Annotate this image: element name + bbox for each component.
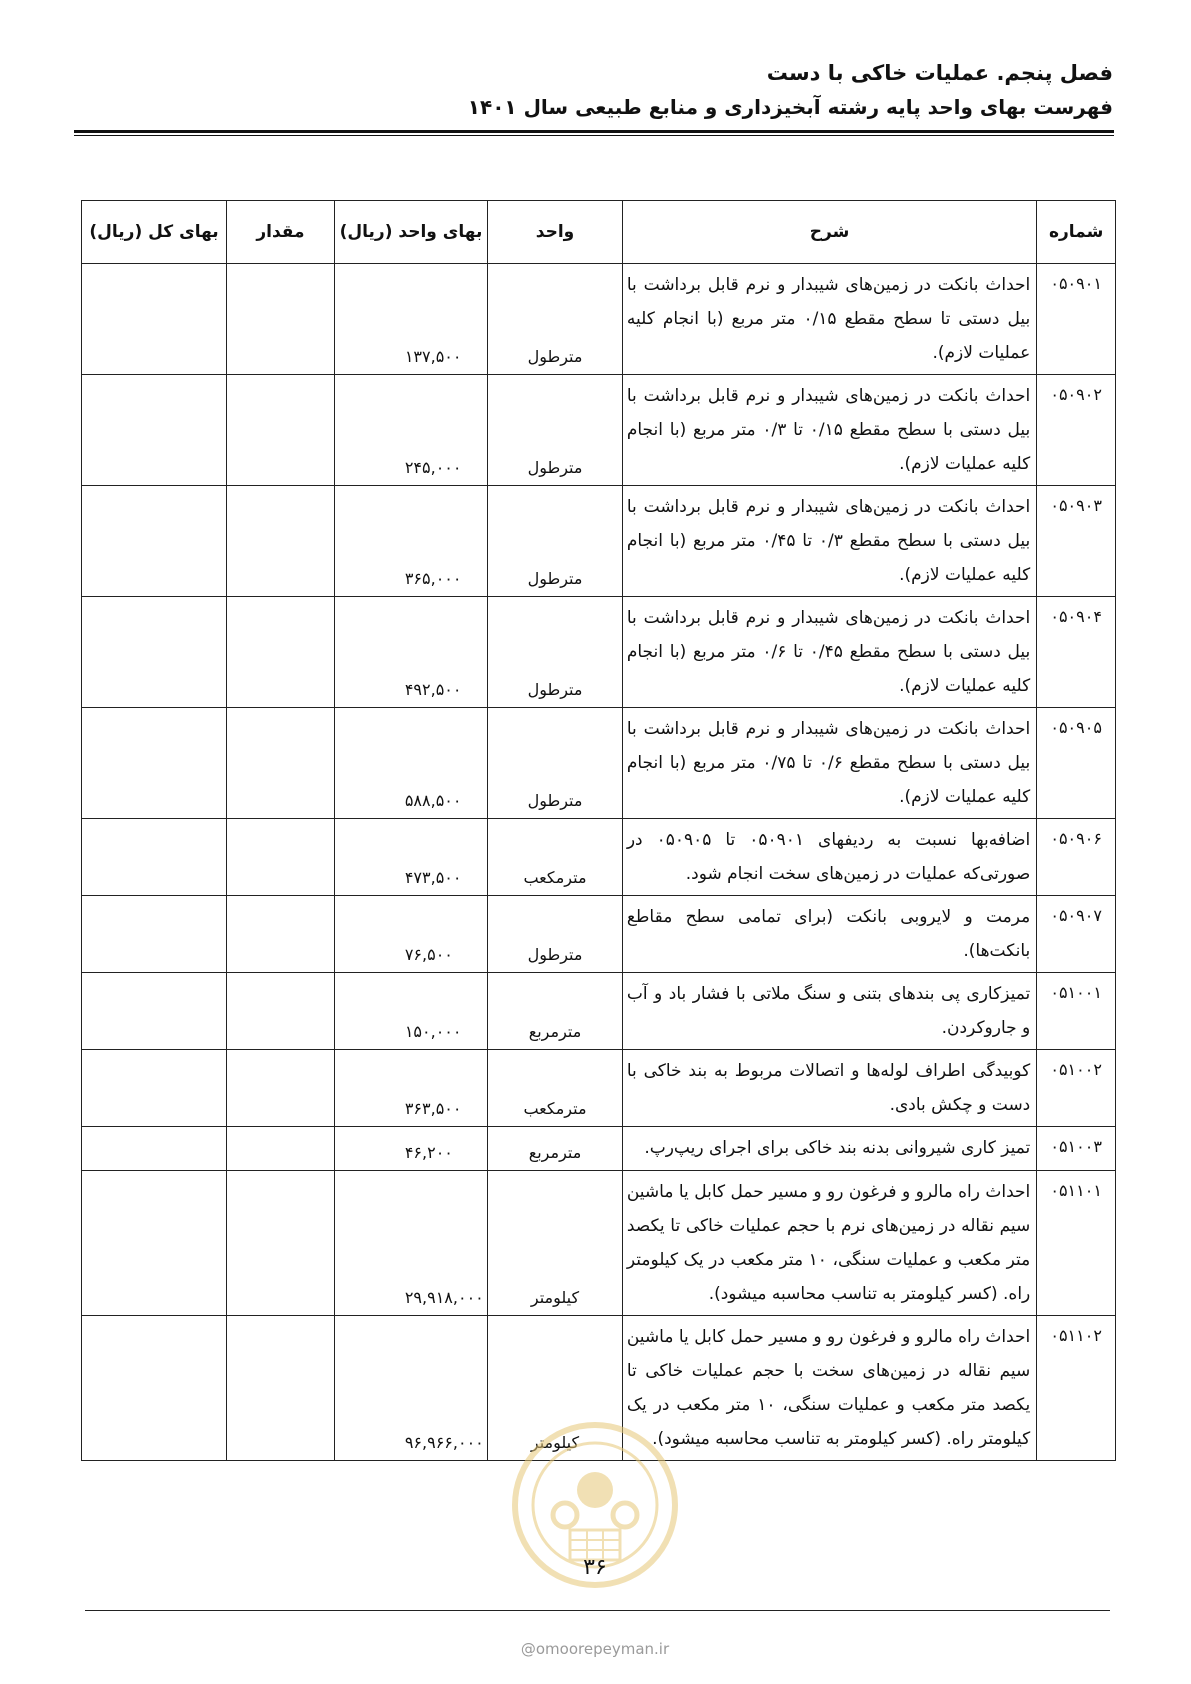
row-unit: مترطول xyxy=(488,597,623,708)
row-code: ۰۵۰۹۰۴ xyxy=(1037,597,1116,708)
table-row xyxy=(82,1050,1116,1127)
row-unit: مترطول xyxy=(488,264,623,375)
header-rule-thin xyxy=(74,135,1114,136)
row-unit-price: ۵۸۸,۵۰۰ xyxy=(334,708,487,819)
col-code-header: شماره xyxy=(1037,201,1116,264)
row-code: ۰۵۰۹۰۲ xyxy=(1037,375,1116,486)
table-row xyxy=(82,486,1116,597)
row-unit: کیلومتر xyxy=(488,1316,623,1461)
row-total xyxy=(82,486,227,597)
col-qty-header: مقدار xyxy=(227,201,335,264)
row-quantity xyxy=(227,973,335,1050)
row-unit-price: ۱۳۷,۵۰۰ xyxy=(334,264,487,375)
row-total xyxy=(82,896,227,973)
row-unit-price: ۴۷۳,۵۰۰ xyxy=(334,819,487,896)
row-quantity xyxy=(227,1316,335,1461)
row-quantity xyxy=(227,1050,335,1127)
page-header xyxy=(78,58,1113,122)
row-description: تمیز کاری شیروانی بدنه بند خاکی برای اجرای ریپ‌رپ. xyxy=(622,1127,1036,1171)
price-table xyxy=(81,200,1116,1461)
price-list-title: فهرست بهای واحد پایه رشته آبخیزداری و منابع طبیعی سال ۱۴۰۱ xyxy=(467,95,1113,119)
row-total xyxy=(82,375,227,486)
row-code: ۰۵۰۹۰۳ xyxy=(1037,486,1116,597)
page-number: ۳۶ xyxy=(583,1555,607,1580)
row-unit: مترطول xyxy=(488,708,623,819)
row-unit: مترطول xyxy=(488,486,623,597)
row-unit-price: ۹۶,۹۶۶,۰۰۰ xyxy=(334,1316,487,1461)
row-total xyxy=(82,1171,227,1316)
row-unit: مترطول xyxy=(488,896,623,973)
row-quantity xyxy=(227,1171,335,1316)
row-total xyxy=(82,1316,227,1461)
row-quantity xyxy=(227,375,335,486)
row-total xyxy=(82,819,227,896)
row-unit: مترمربع xyxy=(488,1127,623,1171)
row-quantity xyxy=(227,819,335,896)
row-unit: مترطول xyxy=(488,375,623,486)
row-code: ۰۵۱۰۰۱ xyxy=(1037,973,1116,1050)
row-description: مرمت و لایروبی بانکت (برای تمامی سطح مقاطع بانکت‌ها). xyxy=(622,896,1036,973)
row-quantity xyxy=(227,264,335,375)
table-row xyxy=(82,896,1116,973)
row-quantity xyxy=(227,896,335,973)
row-description: کوبیدگی اطراف لوله‌ها و اتصالات مربوط به بند خاکی با دست و چکش بادی. xyxy=(622,1050,1036,1127)
row-description: احداث راه مالرو و فرغون رو و مسیر حمل کابل یا ماشین سیم نقاله در زمین‌های سخت با حجم عملیات خاکی تا یکصد متر مکعب و عملیات سنگی، ۱۰ متر مکعب در یک کیلومتر راه. (کسر کیلومتر به تناسب محاسبه میشود). xyxy=(622,1316,1036,1461)
row-description: احداث راه مالرو و فرغون رو و مسیر حمل کابل یا ماشین سیم نقاله در زمین‌های نرم با حجم عملیات خاکی تا یکصد متر مکعب و عملیات سنگی، ۱۰ متر مکعب در یک کیلومتر راه. (کسر کیلومتر به تناسب محاسبه میشود). xyxy=(622,1171,1036,1316)
row-description: اضافه‌بها نسبت به ردیفهای ۰۵۰۹۰۱ تا ۰۵۰۹۰۵ در صورتی‌که عملیات در زمین‌های سخت انجام شود. xyxy=(622,819,1036,896)
row-quantity xyxy=(227,486,335,597)
table-row xyxy=(82,819,1116,896)
row-description: تمیزکاری پی بندهای بتنی و سنگ ملاتی با فشار باد و آب و جاروکردن. xyxy=(622,973,1036,1050)
row-code: ۰۵۰۹۰۵ xyxy=(1037,708,1116,819)
row-unit: کیلومتر xyxy=(488,1171,623,1316)
row-unit-price: ۲۹,۹۱۸,۰۰۰ xyxy=(334,1171,487,1316)
row-description: احداث بانکت در زمین‌های شیبدار و نرم قابل برداشت با بیل دستی با سطح مقطع ۰/۱۵ تا ۰/۳ متر مربع (با انجام کلیه عملیات لازم). xyxy=(622,375,1036,486)
table-row xyxy=(82,375,1116,486)
row-unit-price: ۷۶,۵۰۰ xyxy=(334,896,487,973)
row-code: ۰۵۱۰۰۲ xyxy=(1037,1050,1116,1127)
row-unit-price: ۴۹۲,۵۰۰ xyxy=(334,597,487,708)
table-header-row xyxy=(82,201,1116,264)
row-code: ۰۵۱۰۰۳ xyxy=(1037,1127,1116,1171)
row-description: احداث بانکت در زمین‌های شیبدار و نرم قابل برداشت با بیل دستی با سطح مقطع ۰/۴۵ تا ۰/۶ متر مربع (با انجام کلیه عملیات لازم). xyxy=(622,597,1036,708)
table-row xyxy=(82,1127,1116,1171)
row-unit-price: ۳۶۳,۵۰۰ xyxy=(334,1050,487,1127)
row-unit: مترمربع xyxy=(488,973,623,1050)
row-unit-price: ۴۶,۲۰۰ xyxy=(334,1127,487,1171)
row-description: احداث بانکت در زمین‌های شیبدار و نرم قابل برداشت با بیل دستی با سطح مقطع ۰/۶ تا ۰/۷۵ متر مربع (با انجام کلیه عملیات لازم). xyxy=(622,708,1036,819)
table-row xyxy=(82,597,1116,708)
row-unit-price: ۲۴۵,۰۰۰ xyxy=(334,375,487,486)
table-row xyxy=(82,708,1116,819)
row-total xyxy=(82,708,227,819)
row-description: احداث بانکت در زمین‌های شیبدار و نرم قابل برداشت با بیل دستی تا سطح مقطع ۰/۱۵ متر مربع (با انجام کلیه عملیات لازم). xyxy=(622,264,1036,375)
row-unit-price: ۱۵۰,۰۰۰ xyxy=(334,973,487,1050)
row-code: ۰۵۰۹۰۷ xyxy=(1037,896,1116,973)
row-description: احداث بانکت در زمین‌های شیبدار و نرم قابل برداشت با بیل دستی با سطح مقطع ۰/۳ تا ۰/۴۵ متر مربع (با انجام کلیه عملیات لازم). xyxy=(622,486,1036,597)
row-total xyxy=(82,1127,227,1171)
col-total-header: بهای کل (ریال) xyxy=(82,201,227,264)
row-unit: مترمکعب xyxy=(488,1050,623,1127)
row-total xyxy=(82,597,227,708)
table-row xyxy=(82,264,1116,375)
row-total xyxy=(82,264,227,375)
row-unit: مترمکعب xyxy=(488,819,623,896)
row-quantity xyxy=(227,1127,335,1171)
table-row xyxy=(82,1171,1116,1316)
website-watermark: @omoorepeyman.ir xyxy=(520,1640,670,1658)
col-desc-header: شرح xyxy=(622,201,1036,264)
table-row xyxy=(82,973,1116,1050)
row-code: ۰۵۰۹۰۶ xyxy=(1037,819,1116,896)
row-code: ۰۵۱۱۰۱ xyxy=(1037,1171,1116,1316)
row-code: ۰۵۱۱۰۲ xyxy=(1037,1316,1116,1461)
row-code: ۰۵۰۹۰۱ xyxy=(1037,264,1116,375)
row-total xyxy=(82,973,227,1050)
row-total xyxy=(82,1050,227,1127)
col-unit-price-header: بهای واحد (ریال) xyxy=(334,201,487,264)
chapter-title: فصل پنجم. عملیات خاکی با دست xyxy=(766,61,1113,85)
footer-rule xyxy=(85,1610,1110,1611)
row-unit-price: ۳۶۵,۰۰۰ xyxy=(334,486,487,597)
header-rule-thick xyxy=(74,130,1114,133)
row-quantity xyxy=(227,708,335,819)
row-quantity xyxy=(227,597,335,708)
col-unit-header: واحد xyxy=(488,201,623,264)
